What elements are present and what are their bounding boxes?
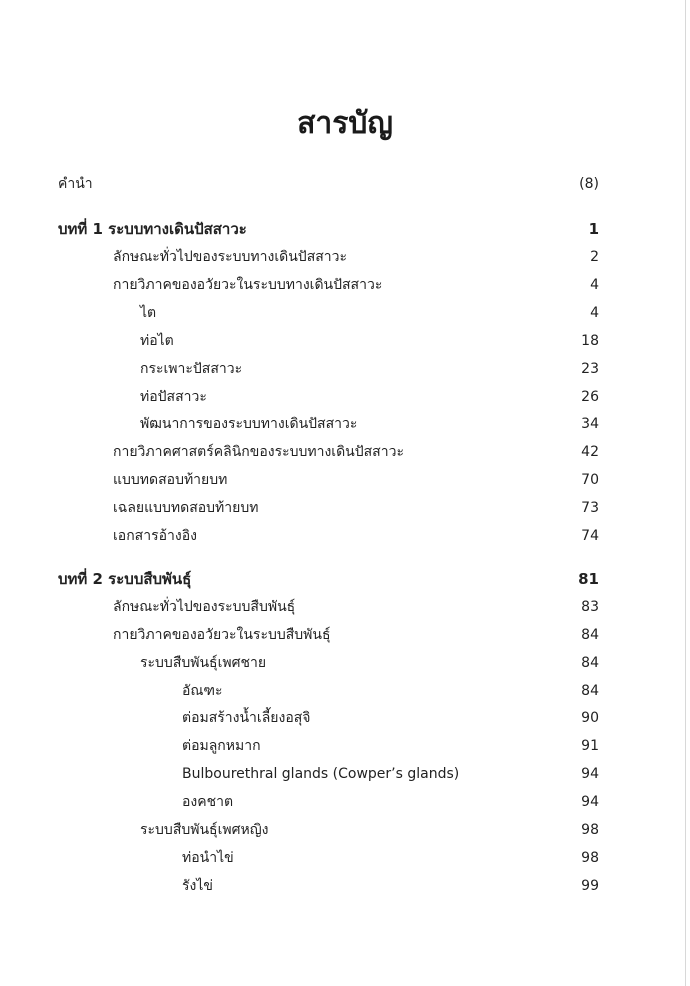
toc-entry-page: 98 (581, 850, 599, 866)
toc-entry-label: กายวิภาคของอวัยวะในระบบทางเดินปัสสาวะ (113, 277, 383, 293)
toc-entry-page: (8) (579, 176, 599, 192)
toc-entry-label: องคชาต (182, 794, 234, 810)
toc-entry-page: 70 (581, 472, 599, 488)
toc-chapter-2[interactable] (0, 567, 690, 591)
toc-entry[interactable] (0, 874, 690, 898)
toc-entry[interactable] (0, 734, 690, 758)
toc-entry-label: ต่อมลูกหมาก (182, 738, 261, 754)
toc-entry-page: 84 (581, 683, 599, 699)
toc-entry-page: 2 (590, 249, 599, 265)
toc-entry-label: ระบบสืบพันธุ์เพศหญิง (140, 822, 269, 838)
toc-entry-page: 1 (588, 220, 599, 238)
toc-entry-label: แบบทดสอบท้ายบท (113, 472, 228, 488)
toc-entry-page: 98 (581, 822, 599, 838)
toc-entry[interactable] (0, 846, 690, 870)
toc-entry-page: 18 (581, 333, 599, 349)
toc-entry[interactable] (0, 623, 690, 647)
toc-entry-label: กายวิภาคของอวัยวะในระบบสืบพันธุ์ (113, 627, 331, 643)
toc-entry-page: 94 (581, 766, 599, 782)
toc-entry-page: 94 (581, 794, 599, 810)
toc-entry-page: 4 (590, 305, 599, 321)
toc-entry-preface[interactable] (0, 172, 690, 196)
toc-entry-label: กระเพาะปัสสาวะ (140, 361, 243, 377)
toc-entry-label: ท่อไต (140, 333, 174, 349)
toc-entry-label: กายวิภาคศาสตร์คลินิกของระบบทางเดินปัสสาวะ (113, 444, 404, 460)
toc-entry-page: 42 (581, 444, 599, 460)
page-title: สารบัญ (297, 106, 393, 141)
toc-entry[interactable] (0, 245, 690, 269)
toc-entry-label: ท่อปัสสาวะ (140, 389, 207, 405)
toc-entry-label: เอกสารอ้างอิง (113, 528, 197, 544)
toc-entry-label: Bulbourethral glands (Cowper’s glands) (182, 766, 460, 782)
toc-entry-page: 4 (590, 277, 599, 293)
toc-entry[interactable] (0, 301, 690, 325)
toc-entry-page: 74 (581, 528, 599, 544)
toc-entry[interactable] (0, 412, 690, 436)
toc-entry-page: 73 (581, 500, 599, 516)
toc-entry-page: 84 (581, 627, 599, 643)
toc-chapter-1[interactable] (0, 217, 690, 241)
toc-entry-label: อัณฑะ (182, 683, 223, 699)
toc-entry-label: พัฒนาการของระบบทางเดินปัสสาวะ (140, 416, 358, 432)
toc-entry[interactable] (0, 762, 690, 786)
toc-entry[interactable] (0, 468, 690, 492)
toc-entry[interactable] (0, 651, 690, 675)
toc-entry-page: 34 (581, 416, 599, 432)
toc-entry[interactable] (0, 706, 690, 730)
toc-entry[interactable] (0, 357, 690, 381)
toc-entry-label: ต่อมสร้างน้ำเลี้ยงอสุจิ (182, 710, 311, 726)
toc-entry-page: 90 (581, 710, 599, 726)
toc-entry-page: 26 (581, 389, 599, 405)
toc-entry-label: รังไข่ (182, 878, 213, 894)
toc-entry-label: บทที่ 1 ระบบทางเดินปัสสาวะ (58, 220, 247, 238)
toc-entry-label: ท่อนำไข่ (182, 850, 234, 866)
toc-entry-page: 99 (581, 878, 599, 894)
toc-entry[interactable] (0, 524, 690, 548)
toc-entry[interactable] (0, 385, 690, 409)
toc-entry-label: ลักษณะทั่วไปของระบบสืบพันธุ์ (113, 599, 296, 615)
toc-entry[interactable] (0, 595, 690, 619)
toc-entry-label: ลักษณะทั่วไปของระบบทางเดินปัสสาวะ (113, 249, 348, 265)
toc-entry[interactable] (0, 818, 690, 842)
toc-entry-label: คำนำ (58, 176, 93, 192)
toc-entry[interactable] (0, 790, 690, 814)
toc-entry[interactable] (0, 273, 690, 297)
toc-entry-page: 81 (578, 570, 599, 588)
toc-entry-page: 91 (581, 738, 599, 754)
toc-entry-page: 23 (581, 361, 599, 377)
toc-entry[interactable] (0, 440, 690, 464)
toc-entry-label: ระบบสืบพันธุ์เพศชาย (140, 655, 267, 671)
toc-entry-label: ไต (140, 305, 157, 321)
toc-entry-label: บทที่ 2 ระบบสืบพันธุ์ (58, 570, 192, 588)
toc-entry[interactable] (0, 679, 690, 703)
toc-entry-label: เฉลยแบบทดสอบท้ายบท (113, 500, 259, 516)
toc-entry-page: 83 (581, 599, 599, 615)
toc-entry[interactable] (0, 496, 690, 520)
toc-entry-page: 84 (581, 655, 599, 671)
toc-entry[interactable] (0, 329, 690, 353)
